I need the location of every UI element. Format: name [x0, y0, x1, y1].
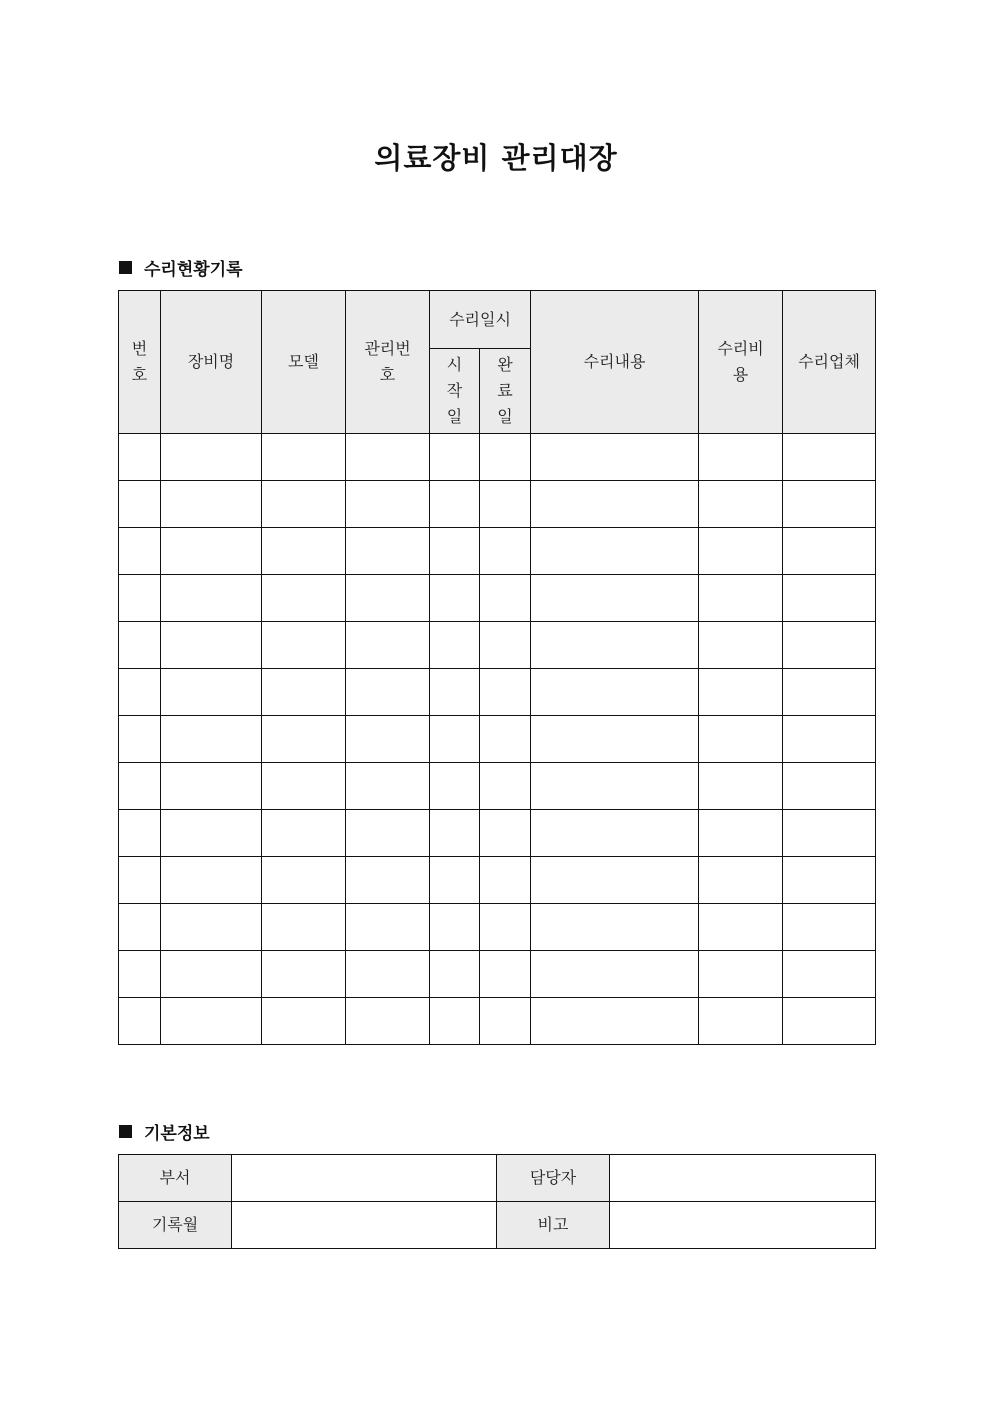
cell-equipment-name[interactable]: [161, 998, 262, 1045]
cell-number[interactable]: [119, 434, 161, 481]
cell-start-date[interactable]: [430, 481, 480, 528]
cell-repair-cost[interactable]: [699, 716, 783, 763]
cell-repair-cost[interactable]: [699, 575, 783, 622]
cell-management-number[interactable]: [346, 763, 430, 810]
header-repair-company: 수리업체: [783, 291, 876, 434]
cell-management-number[interactable]: [346, 904, 430, 951]
table-row: [119, 716, 876, 763]
cell-completion-date[interactable]: [480, 904, 531, 951]
cell-number[interactable]: [119, 951, 161, 998]
cell-number[interactable]: [119, 810, 161, 857]
cell-model[interactable]: [262, 904, 346, 951]
info-section-heading: [119, 1119, 210, 1144]
cell-repair-company[interactable]: [783, 434, 876, 481]
cell-equipment-name[interactable]: [161, 528, 262, 575]
cell-equipment-name[interactable]: [161, 951, 262, 998]
cell-equipment-name[interactable]: [161, 575, 262, 622]
cell-number[interactable]: [119, 998, 161, 1045]
manager-field[interactable]: [610, 1155, 876, 1202]
cell-repair-details[interactable]: [531, 951, 699, 998]
table-row: [119, 763, 876, 810]
cell-repair-details[interactable]: [531, 622, 699, 669]
table-row: [119, 481, 876, 528]
cell-management-number[interactable]: [346, 434, 430, 481]
cell-number[interactable]: [119, 622, 161, 669]
cell-repair-cost[interactable]: [699, 857, 783, 904]
cell-repair-details[interactable]: [531, 857, 699, 904]
cell-number[interactable]: [119, 669, 161, 716]
cell-repair-details[interactable]: [531, 669, 699, 716]
table-row: [119, 810, 876, 857]
manager-label: 담당자: [497, 1155, 610, 1202]
cell-model[interactable]: [262, 998, 346, 1045]
cell-repair-details[interactable]: [531, 904, 699, 951]
cell-repair-cost[interactable]: [699, 810, 783, 857]
cell-start-date[interactable]: [430, 857, 480, 904]
cell-repair-details[interactable]: [531, 481, 699, 528]
cell-equipment-name[interactable]: [161, 481, 262, 528]
header-repair-details: 수리내용: [531, 291, 699, 434]
cell-repair-company[interactable]: [783, 951, 876, 998]
cell-model[interactable]: [262, 951, 346, 998]
cell-equipment-name[interactable]: [161, 622, 262, 669]
cell-equipment-name[interactable]: [161, 716, 262, 763]
repair-section-heading: [119, 255, 243, 280]
cell-start-date[interactable]: [430, 575, 480, 622]
header-number: 번 호: [119, 291, 161, 434]
header-repair-cost: 수리비 용: [699, 291, 783, 434]
cell-model[interactable]: [262, 575, 346, 622]
cell-completion-date[interactable]: [480, 998, 531, 1045]
cell-repair-cost[interactable]: [699, 528, 783, 575]
cell-number[interactable]: [119, 575, 161, 622]
cell-repair-company[interactable]: [783, 575, 876, 622]
cell-model[interactable]: [262, 481, 346, 528]
cell-repair-details[interactable]: [531, 528, 699, 575]
cell-repair-details[interactable]: [531, 716, 699, 763]
basic-info-table: [118, 1154, 876, 1249]
cell-model[interactable]: [262, 669, 346, 716]
cell-equipment-name[interactable]: [161, 857, 262, 904]
cell-start-date[interactable]: [430, 528, 480, 575]
remarks-field[interactable]: [610, 1202, 876, 1249]
document-title: 의료장비 관리대장: [374, 141, 618, 175]
cell-repair-company[interactable]: [783, 998, 876, 1045]
cell-start-date[interactable]: [430, 622, 480, 669]
cell-management-number[interactable]: [346, 622, 430, 669]
cell-model[interactable]: [262, 716, 346, 763]
cell-start-date[interactable]: [430, 716, 480, 763]
cell-start-date[interactable]: [430, 434, 480, 481]
cell-repair-details[interactable]: [531, 575, 699, 622]
cell-start-date[interactable]: [430, 951, 480, 998]
cell-management-number[interactable]: [346, 575, 430, 622]
cell-start-date[interactable]: [430, 669, 480, 716]
cell-number[interactable]: [119, 763, 161, 810]
header-equipment-name: 장비명: [161, 291, 262, 434]
cell-number[interactable]: [119, 528, 161, 575]
cell-completion-date[interactable]: [480, 951, 531, 998]
cell-completion-date[interactable]: [480, 669, 531, 716]
remarks-label: 비고: [497, 1202, 610, 1249]
table-row: [119, 575, 876, 622]
cell-model[interactable]: [262, 622, 346, 669]
cell-management-number[interactable]: [346, 857, 430, 904]
square-bullet-icon: [119, 261, 132, 274]
cell-repair-cost[interactable]: [699, 763, 783, 810]
repair-section-heading-text: 수리현황기록: [144, 260, 243, 280]
cell-management-number[interactable]: [346, 951, 430, 998]
cell-repair-details[interactable]: [531, 810, 699, 857]
header-start-date: 시 작 일: [430, 349, 480, 434]
table-row: [119, 669, 876, 716]
record-month-label: 기록월: [119, 1202, 232, 1249]
cell-completion-date[interactable]: [480, 810, 531, 857]
record-month-field[interactable]: [232, 1202, 497, 1249]
table-row: [119, 857, 876, 904]
cell-repair-details[interactable]: [531, 998, 699, 1045]
cell-completion-date[interactable]: [480, 434, 531, 481]
cell-number[interactable]: [119, 904, 161, 951]
department-label: 부서: [119, 1155, 232, 1202]
header-model: 모델: [262, 291, 346, 434]
cell-equipment-name[interactable]: [161, 434, 262, 481]
cell-completion-date[interactable]: [480, 528, 531, 575]
repair-record-table: [118, 290, 876, 1045]
cell-completion-date[interactable]: [480, 575, 531, 622]
cell-equipment-name[interactable]: [161, 763, 262, 810]
cell-repair-company[interactable]: [783, 857, 876, 904]
cell-repair-company[interactable]: [783, 669, 876, 716]
cell-repair-company[interactable]: [783, 810, 876, 857]
cell-repair-company[interactable]: [783, 528, 876, 575]
cell-model[interactable]: [262, 528, 346, 575]
table-row: [119, 434, 876, 481]
header-management-number: 관리번 호: [346, 291, 430, 434]
cell-management-number[interactable]: [346, 528, 430, 575]
cell-repair-company[interactable]: [783, 763, 876, 810]
cell-repair-company[interactable]: [783, 904, 876, 951]
table-row: [119, 998, 876, 1045]
cell-number[interactable]: [119, 481, 161, 528]
cell-management-number[interactable]: [346, 716, 430, 763]
cell-equipment-name[interactable]: [161, 904, 262, 951]
cell-start-date[interactable]: [430, 763, 480, 810]
cell-model[interactable]: [262, 810, 346, 857]
table-row: [119, 528, 876, 575]
cell-equipment-name[interactable]: [161, 669, 262, 716]
cell-management-number[interactable]: [346, 481, 430, 528]
cell-management-number[interactable]: [346, 810, 430, 857]
cell-repair-company[interactable]: [783, 481, 876, 528]
info-section-heading-text: 기본정보: [144, 1124, 210, 1144]
cell-repair-details[interactable]: [531, 763, 699, 810]
table-row: [119, 951, 876, 998]
cell-repair-company[interactable]: [783, 622, 876, 669]
cell-repair-cost[interactable]: [699, 904, 783, 951]
cell-equipment-name[interactable]: [161, 810, 262, 857]
cell-number[interactable]: [119, 857, 161, 904]
cell-completion-date[interactable]: [480, 622, 531, 669]
cell-start-date[interactable]: [430, 904, 480, 951]
cell-completion-date[interactable]: [480, 481, 531, 528]
cell-completion-date[interactable]: [480, 857, 531, 904]
cell-model[interactable]: [262, 763, 346, 810]
cell-repair-cost[interactable]: [699, 669, 783, 716]
cell-start-date[interactable]: [430, 998, 480, 1045]
header-repair-datetime: 수리일시: [430, 291, 531, 349]
table-row: [119, 904, 876, 951]
cell-repair-cost[interactable]: [699, 622, 783, 669]
cell-management-number[interactable]: [346, 998, 430, 1045]
cell-model[interactable]: [262, 857, 346, 904]
cell-repair-cost[interactable]: [699, 998, 783, 1045]
header-completion-date: 완 료 일: [480, 349, 531, 434]
department-field[interactable]: [232, 1155, 497, 1202]
cell-repair-cost[interactable]: [699, 481, 783, 528]
cell-repair-company[interactable]: [783, 716, 876, 763]
cell-completion-date[interactable]: [480, 716, 531, 763]
cell-completion-date[interactable]: [480, 763, 531, 810]
cell-management-number[interactable]: [346, 669, 430, 716]
cell-number[interactable]: [119, 716, 161, 763]
cell-model[interactable]: [262, 434, 346, 481]
cell-repair-cost[interactable]: [699, 951, 783, 998]
cell-repair-details[interactable]: [531, 434, 699, 481]
cell-repair-cost[interactable]: [699, 434, 783, 481]
cell-start-date[interactable]: [430, 810, 480, 857]
square-bullet-icon: [119, 1125, 132, 1138]
table-row: [119, 622, 876, 669]
